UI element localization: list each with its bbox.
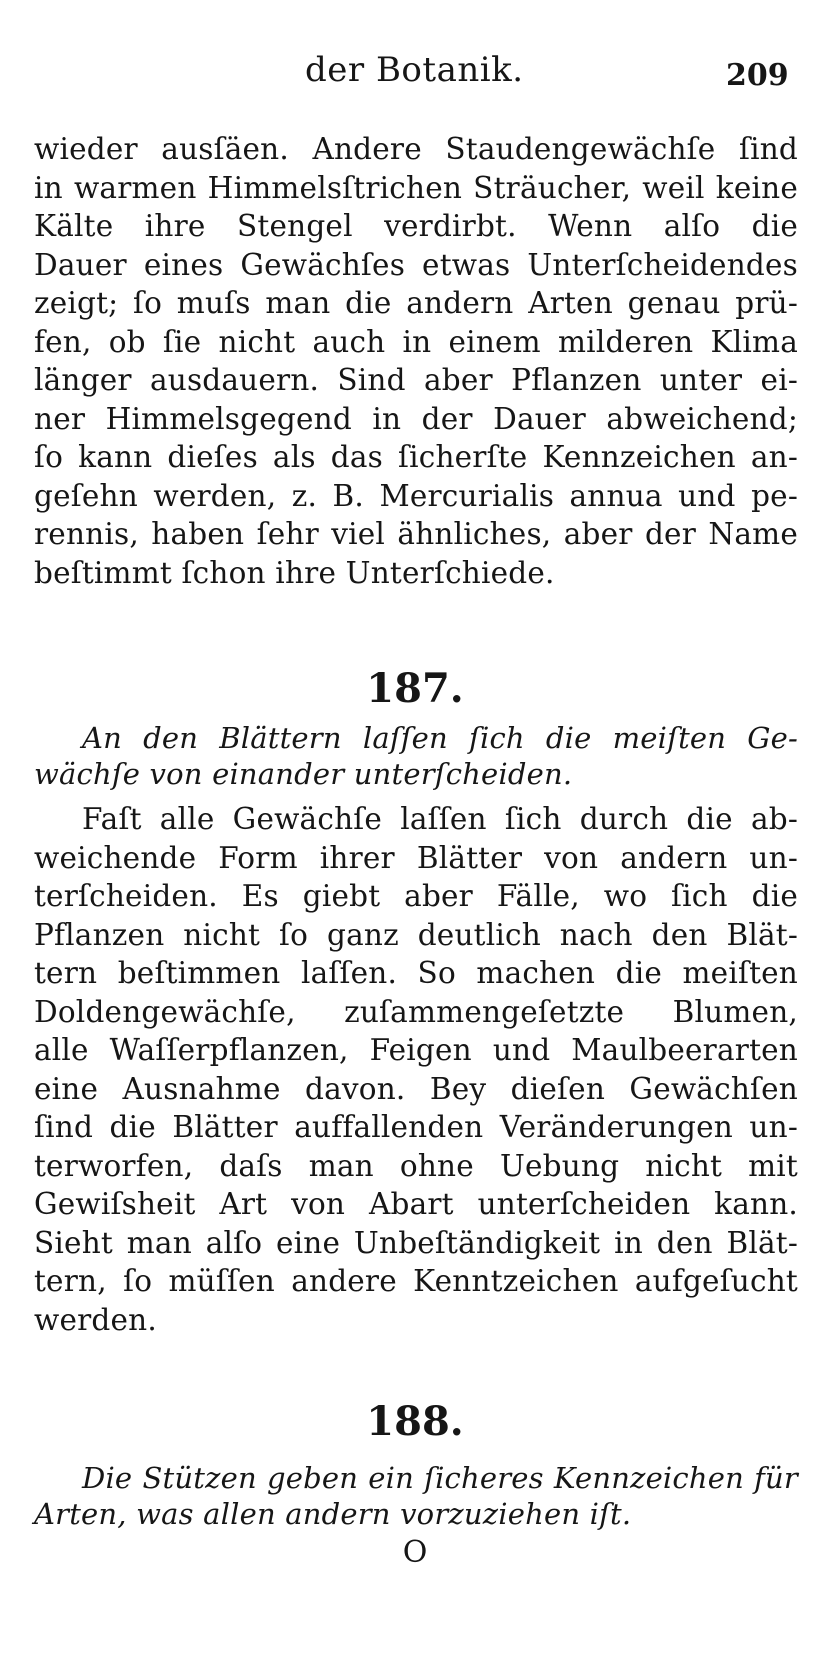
text-line: in warmen Himmelsſtrichen Sträucher, weil keine xyxy=(34,170,798,205)
page-header xyxy=(0,50,830,100)
text-line: länger ausdauern. Sind aber Pflanzen unter ei- xyxy=(34,363,798,397)
text-line: werden. xyxy=(34,1302,157,1337)
text-line: fen, ob ſie nicht auch in einem milderen Klima xyxy=(34,324,798,359)
text-line: wieder ausſäen. Andere Staudengewächſe ſind xyxy=(34,132,798,166)
text-line: Pflanzen nicht ſo ganz deutlich nach den Blät- xyxy=(34,917,798,952)
text-line: Faſt alle Gewächſe laſſen ſich durch die ab- xyxy=(82,802,798,836)
text-line: geſehn werden, z. B. Mercurialis annua und pe- xyxy=(34,478,798,513)
text-line: terſcheiden. Es giebt aber Fälle, wo ſich die xyxy=(34,879,798,913)
signature-mark: O xyxy=(402,1535,428,1570)
section-heading-187 xyxy=(34,720,798,792)
text-line: ſo kann dieſes als das ſicherſte Kennzeichen an- xyxy=(34,440,798,474)
text-line: beſtimmt ſchon ihre Unterſchiede. xyxy=(34,555,555,590)
text-line: tern beſtimmen laſſen. So machen die meiſten xyxy=(34,956,798,990)
heading-line: wächſe von einander unterſcheiden. xyxy=(34,757,573,791)
text-line: eine Ausnahme davon. Bey dieſen Gewächſen xyxy=(34,1071,798,1106)
text-line: Dauer eines Gewächſes etwas Unterſcheidendes xyxy=(34,247,798,282)
running-title: der Botanik. xyxy=(305,50,524,90)
text-line: Sieht man alſo eine Unbeſtändigkeit in den Blät- xyxy=(34,1225,798,1260)
heading-line: Die Stützen geben ein ſicheres Kennzeichen für xyxy=(82,1461,798,1495)
paragraph-dauer xyxy=(34,130,798,592)
text-line: terworfen, daſs man ohne Uebung nicht mit xyxy=(34,1148,798,1183)
section-number-188: 188. xyxy=(366,1398,464,1445)
section-heading-188 xyxy=(34,1460,798,1532)
page-number: 209 xyxy=(726,58,789,93)
section-number-187: 187. xyxy=(366,665,464,712)
paragraph-blaetter xyxy=(34,800,798,1339)
text-line: rennis, haben ſehr viel ähnliches, aber der Name xyxy=(34,517,798,551)
text-line: Doldengewächſe, zuſammengeſetzte Blumen, xyxy=(34,994,798,1029)
text-line: Kälte ihre Stengel verdirbt. Wenn alſo die xyxy=(34,209,798,243)
text-line: alle Waſſerpflanzen, Feigen und Maulbeerarten xyxy=(34,1033,798,1067)
text-line: zeigt; ſo muſs man die andern Arten genau prü- xyxy=(34,286,798,320)
text-line: ner Himmelsgegend in der Dauer abweichend; xyxy=(34,401,798,436)
text-line: tern, ſo müſſen andere Kenntzeichen aufgeſucht xyxy=(34,1264,798,1298)
heading-line: An den Blättern laſſen ſich die meiſten Ge- xyxy=(82,721,798,755)
text-line: Gewiſsheit Art von Abart unterſcheiden kann. xyxy=(34,1187,798,1221)
text-line: weichende Form ihrer Blätter von andern un- xyxy=(34,840,798,875)
heading-line: Arten, was allen andern vorzuziehen iſt. xyxy=(34,1497,632,1531)
text-line: ſind die Blätter auffallenden Veränderungen un- xyxy=(34,1110,798,1144)
